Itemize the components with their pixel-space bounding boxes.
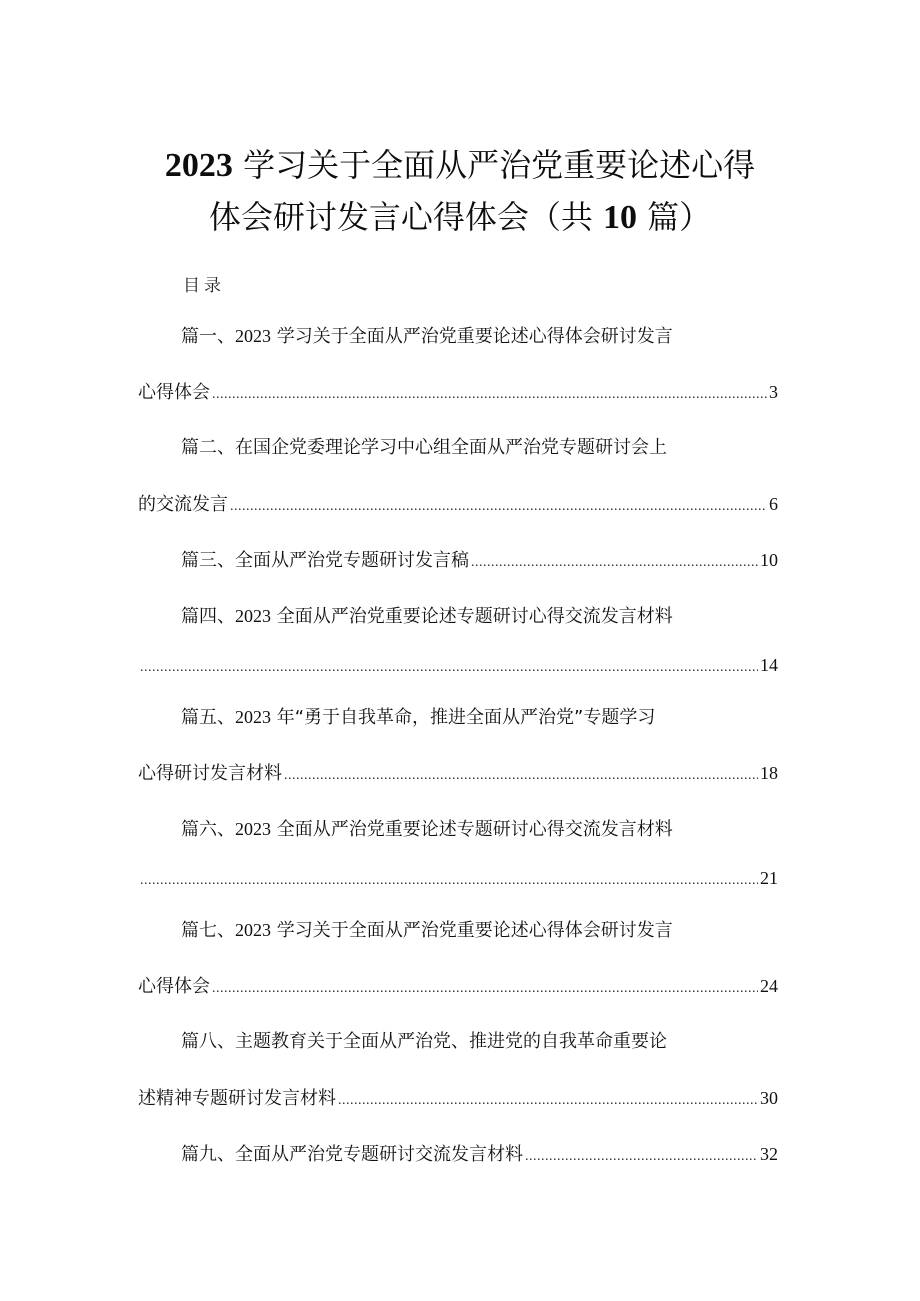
dot-leader <box>284 764 758 788</box>
toc-entry-7-text-cont: 心得体会 <box>138 976 210 997</box>
toc-entry-2-text-cont: 的交流发言 <box>138 494 228 515</box>
toc-entry-9-page: 32 <box>760 1144 778 1164</box>
toc-entry-1-text-cont: 心得体会 <box>138 382 210 403</box>
toc-entry-5-prefix: 篇五、 <box>181 707 235 728</box>
toc-entry-2-text: 篇二、在国企党委理论学习中心组全面从严治党专题研讨会上 <box>181 437 667 458</box>
toc-entry-4-line-2[interactable] <box>138 653 778 680</box>
toc-entry-8-line-1[interactable] <box>181 1030 667 1054</box>
toc-entry-5-text-cont: 心得研讨发言材料 <box>138 763 282 784</box>
toc-entry-7-page: 24 <box>760 976 778 996</box>
dot-leader <box>212 977 758 1001</box>
toc-entry-1-year: 2023 <box>235 326 271 346</box>
toc-entry-9-text: 篇九、全面从严治党专题研讨交流发言材料 <box>181 1144 523 1165</box>
toc-entry-7-text: 学习关于全面从严治党重要论述心得体会研讨发言 <box>271 920 673 941</box>
toc-entry-8-text: 篇八、主题教育关于全面从严治党、推进党的自我革命重要论 <box>181 1031 667 1052</box>
toc-entry-4-prefix: 篇四、 <box>181 606 235 627</box>
toc-entry-6-line-2[interactable] <box>138 866 778 893</box>
toc-entry-1-page: 3 <box>769 382 778 402</box>
toc-entry-4-page: 14 <box>760 655 778 675</box>
toc-entry-7-year: 2023 <box>235 920 271 940</box>
toc-entry-6-year: 2023 <box>235 819 271 839</box>
title-year: 2023 <box>164 147 233 184</box>
toc-entry-8-page: 30 <box>760 1088 778 1108</box>
toc-entry-4-line-1[interactable] <box>181 604 673 629</box>
toc-entry-6-text: 全面从严治党重要论述专题研讨心得交流发言材料 <box>271 819 673 840</box>
dot-leader <box>525 1145 758 1169</box>
dot-leader <box>140 656 758 680</box>
dot-leader <box>230 495 767 519</box>
toc-heading: 目录 <box>183 276 225 296</box>
toc-entry-7-prefix: 篇七、 <box>181 920 235 941</box>
dot-leader <box>338 1089 758 1113</box>
toc-entry-8-line-2[interactable] <box>138 1086 778 1113</box>
toc-entry-3-page: 10 <box>760 550 778 570</box>
toc-entry-9[interactable] <box>181 1142 778 1169</box>
title-count: 10 <box>603 199 637 236</box>
toc-entry-8-text-cont: 述精神专题研讨发言材料 <box>138 1088 336 1109</box>
toc-entry-1-prefix: 篇一、 <box>181 326 235 347</box>
toc-entry-2-line-2[interactable] <box>138 492 778 519</box>
toc-entry-4-text: 全面从严治党重要论述专题研讨心得交流发言材料 <box>271 606 673 627</box>
toc-entry-1-text: 学习关于全面从严治党重要论述心得体会研讨发言 <box>271 326 673 347</box>
toc-entry-5-page: 18 <box>760 763 778 783</box>
toc-entry-7-line-2[interactable] <box>138 974 778 1001</box>
dot-leader <box>471 551 758 575</box>
toc-entry-3[interactable] <box>181 548 778 575</box>
toc-entry-5-year: 2023 <box>235 707 271 727</box>
toc-entry-3-text: 篇三、全面从严治党专题研讨发言稿 <box>181 550 469 571</box>
document-title-line-2 <box>0 192 920 238</box>
dot-leader <box>140 869 758 893</box>
toc-entry-7-line-1[interactable] <box>181 918 673 943</box>
title-text-1: 学习关于全面从严治党重要论述心得 <box>232 146 756 184</box>
toc-entry-6-page: 21 <box>760 868 778 888</box>
toc-entry-4-year: 2023 <box>235 606 271 626</box>
title-text-2b: 篇） <box>637 198 712 236</box>
document-title-line-1 <box>0 140 920 186</box>
toc-entry-2-page: 6 <box>769 494 778 514</box>
title-text-2a: 体会研讨发言心得体会（共 <box>208 198 603 236</box>
toc-entry-6-prefix: 篇六、 <box>181 819 235 840</box>
toc-entry-2-line-1[interactable] <box>181 436 667 460</box>
toc-entry-1-line-2[interactable] <box>138 380 778 407</box>
dot-leader <box>212 383 767 407</box>
toc-entry-6-line-1[interactable] <box>181 817 673 842</box>
toc-entry-5-text: 年“勇于自我革命，推进全面从严治党”专题学习 <box>271 707 656 728</box>
toc-entry-5-line-2[interactable] <box>138 761 778 788</box>
toc-entry-1-line-1[interactable] <box>181 324 673 349</box>
toc-entry-5-line-1[interactable] <box>181 705 655 730</box>
